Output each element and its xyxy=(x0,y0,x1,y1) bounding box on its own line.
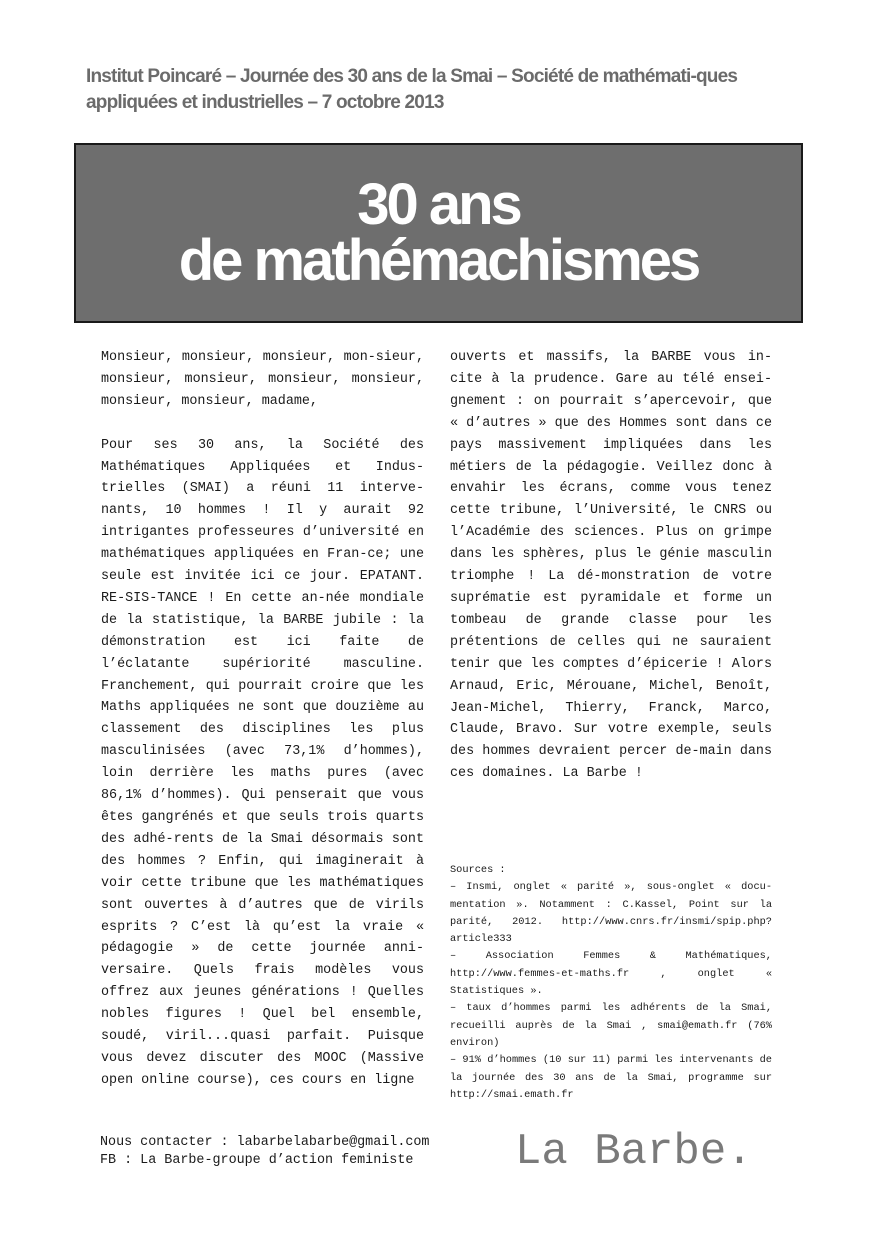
contact-block xyxy=(100,1134,500,1170)
contact-facebook-line: FB : La Barbe-groupe d’action feministe xyxy=(100,1153,414,1168)
body-paragraph: Pour ses 30 ans, la Société des Mathématiques Appliquées et Indus-trielles (SMAI) a réuni 11 interve-nants, 10 hommes ! Il y aurait 92 intrigantes professeures d’université en mathématiques appliquées en Fran-ce; une seule est invitée ici ce jour. EPATANT. RE-SIS-TANCE ! En cette an-née mondiale de la statistique, la BARBE jubile : la démonstration est ici faite de l’éclatante supériorité masculine. Franchement, qui pourrait croire que les Maths appliquées ne sont que douzième au classement des disciplines les plus masculinisées (avec 73,1% d’hommes), loin derrière les maths pures (avec 86,1% d’hommes). Qui penserait que vous êtes gangrénés et que seuls trois quarts des adhé-rents de la Smai désormais sont des hommes ? Enfin, qui imaginerait à voir cette tribune que les mathématiques sont ouvertes à d’autres que de virils esprits ? C’est là qu’est la vraie « pédagogie » de cette journée anni-versaire. Quels frais modèles vous offrez aux jeunes générations ! Quelles nobles figures ! Quel bel ensemble, soudé, viril...quasi parfait. Puisque vous devez discuter des MOOC (Massive open online course), ces cours en ligne xyxy=(101,437,424,1088)
sources-section xyxy=(450,862,772,1104)
title-line-1: 30 ans xyxy=(357,172,520,237)
source-item: – 91% d’hommes (10 sur 11) parmi les intervenants de la journée des 30 ans de la Smai, programme sur http://smai.emath.fr xyxy=(450,1054,772,1101)
salutation-paragraph: Monsieur, monsieur, monsieur, mon-sieur, monsieur, monsieur, monsieur, monsieur, monsieur, monsieur, madame, xyxy=(101,350,424,409)
source-item: – taux d’hommes parmi les adhérents de la Smai, recueilli auprès de la Smai , smai@emath.fr (76% environ) xyxy=(450,1002,772,1049)
signature: La Barbe. xyxy=(515,1127,753,1177)
title-banner xyxy=(74,143,803,323)
body-column-right xyxy=(450,347,772,785)
body-paragraph-continued: ouverts et massifs, la BARBE vous in-cite à la prudence. Gare au télé ensei-gnement : on pourrait s’apercevoir, que « d’autres » que des Hommes sont dans ce pays massivement impliquées dans les métiers de la pédagogie. Veillez donc à envahir les écrans, comme vous tenez cette tribune, l’Université, le CNRS ou l’Académie des sciences. Plus on grimpe dans les sphères, plus le génie masculin triomphe ! La dé-monstration de votre suprématie est pyramidale et forme un tombeau de grande classe pour les prétentions de celles qui ne sauraient tenir que les comptes d’épicerie ! Alors Arnaud, Eric, Mérouane, Michel, Benoît, Jean-Michel, Thierry, Franck, Marco, Claude, Bravo. Sur votre exemple, seuls des hommes devraient percer de-main dans ces domaines. La Barbe ! xyxy=(450,350,772,782)
source-item: – Insmi, onglet « parité », sous-onglet « docu-mentation ». Notamment : C.Kassel, Point sur la parité, 2012. http://www.cnrs.fr/insmi/spip.php?article333 xyxy=(450,881,772,946)
sources-heading: Sources : xyxy=(450,864,506,876)
document-header: Institut Poincaré – Journée des 30 ans de la Smai – Société de mathémati-ques appliquées et industrielles – 7 octobre 2013 xyxy=(86,66,738,113)
title-line-2: de mathémachismes xyxy=(178,228,699,293)
contact-email-line: Nous contacter : labarbelabarbe@gmail.com xyxy=(100,1135,430,1150)
body-column-left xyxy=(101,347,424,1092)
source-item: – Association Femmes & Mathématiques, http://www.femmes-et-maths.fr , onglet « Statistiques ». xyxy=(450,950,772,998)
